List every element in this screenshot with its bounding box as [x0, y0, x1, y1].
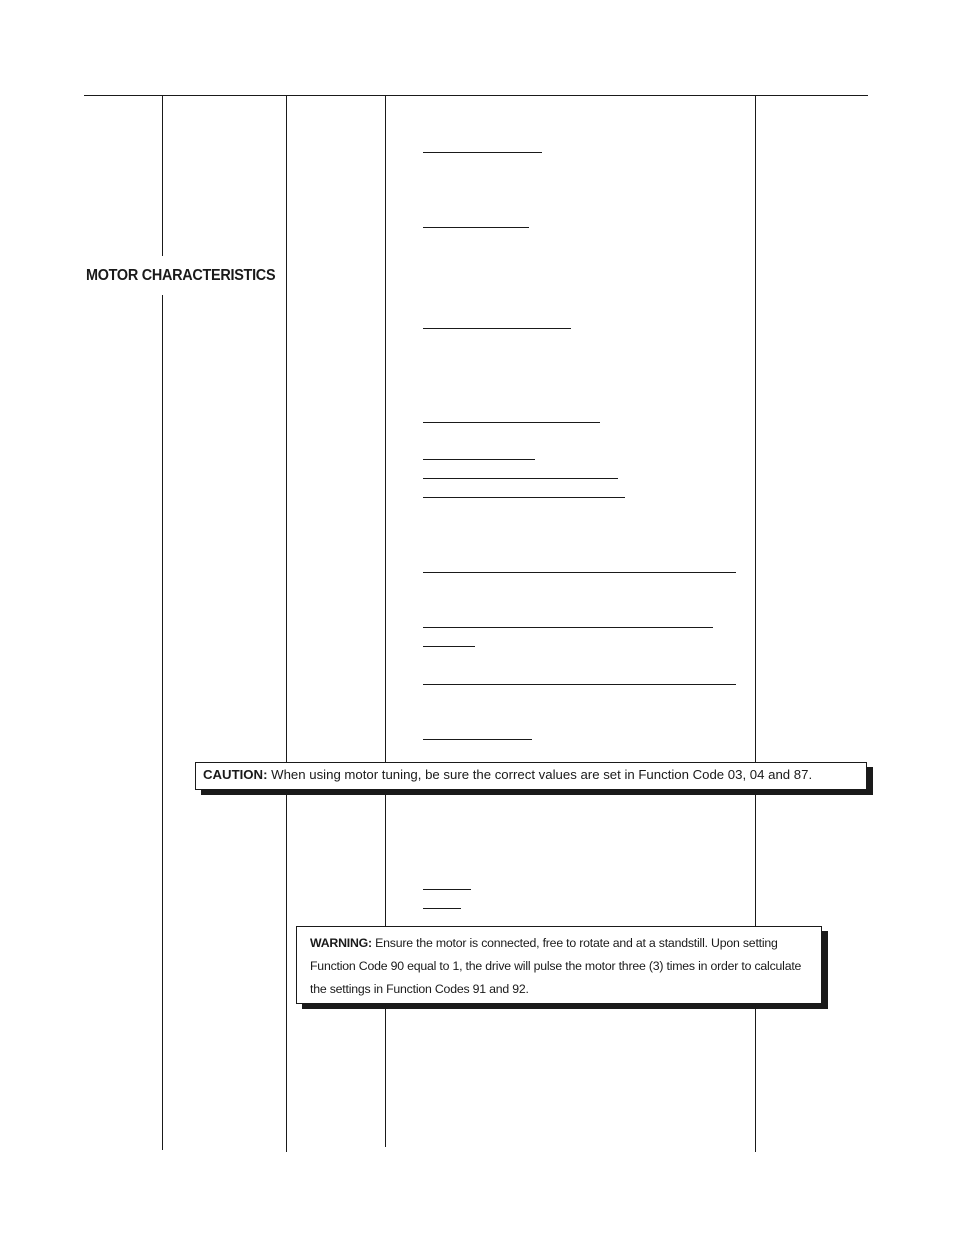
heading-underline: [423, 646, 475, 647]
caution-text: [203, 767, 812, 782]
heading-underline: [423, 889, 471, 890]
column-divider-2: [286, 95, 287, 1152]
heading-underline: [423, 497, 625, 498]
heading-underline: [423, 227, 529, 228]
column-divider-1: [162, 95, 163, 256]
warning-message: Ensure the motor is connected, free to rotate and at a standstill. Upon setting Function Code 90 equal to 1, the drive will pulse the motor three (3) times in order to calculate the settings in Function Codes 91 and 92.: [310, 936, 802, 996]
heading-underline: [423, 422, 600, 423]
heading-underline: [423, 152, 542, 153]
heading-underline: [423, 908, 461, 909]
section-title: MOTOR CHARACTERISTICS: [86, 267, 276, 284]
warning-text: [310, 932, 815, 1001]
column-divider-1: [162, 295, 163, 1150]
heading-underline: [423, 739, 532, 740]
heading-underline: [423, 478, 618, 479]
warning-label: WARNING:: [310, 936, 372, 950]
heading-underline: [423, 572, 736, 573]
caution-box: [195, 762, 867, 790]
caution-label: CAUTION:: [203, 767, 268, 782]
heading-underline: [423, 328, 571, 329]
heading-underline: [423, 627, 713, 628]
heading-underline: [423, 459, 535, 460]
table-top-rule: [84, 95, 868, 96]
caution-message: When using motor tuning, be sure the correct values are set in Function Code 03, 04 and 87.: [267, 767, 813, 782]
heading-underline: [423, 684, 736, 685]
warning-box: [296, 926, 822, 1004]
